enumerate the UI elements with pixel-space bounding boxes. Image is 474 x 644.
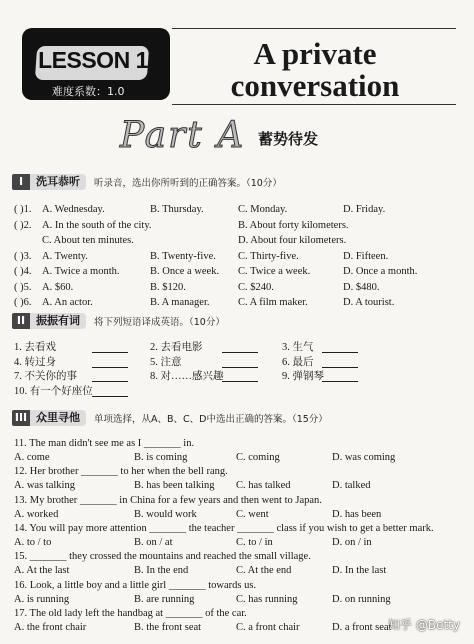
phrase-answer-blank-10[interactable] (92, 396, 128, 397)
question-11-option-a[interactable]: A. come (14, 452, 50, 463)
phrase-4: 4. 转过身 (14, 356, 56, 368)
listening-item-5-c: C. Twice a week. (238, 266, 311, 277)
listening-item-2-label: ( )2. (14, 219, 32, 231)
question-15-option-a[interactable]: A. At the last (14, 565, 70, 577)
question-14-option-d[interactable]: D. on / in (332, 536, 372, 548)
phrase-answer-blank-3[interactable] (322, 352, 358, 353)
page-title-line2: conversation (230, 68, 400, 103)
listening-item-1-b: B. Thursday. (150, 204, 204, 215)
listening-item-7-b: B. A manager. (150, 297, 210, 308)
listening-item-4-a: A. Twenty. (42, 250, 88, 262)
listening-item-7-d: D. A tourist. (343, 297, 395, 308)
phrase-3: 3. 生气 (282, 342, 314, 353)
section1-instruction: 听录音，选出你所听到的正确答案。（10分） (94, 178, 282, 189)
phrase-answer-blank-6[interactable] (322, 367, 358, 368)
listening-item-4-d: D. Fifteen. (343, 250, 389, 262)
section3-header (12, 410, 328, 426)
listening-item-4-label: ( )3. (14, 250, 32, 262)
listening-item-5-d: D. Once a month. (343, 266, 418, 277)
question-13-stem: 13. My brother _______ in China for a few years and then went to Japan. (14, 494, 322, 506)
section2-instruction: 将下列短语译成英语。（10分） (94, 317, 225, 328)
section1-number: I (18, 175, 24, 188)
question-17-option-c[interactable]: C. a front chair (236, 621, 300, 633)
listening-item-7-label: ( )6. (14, 297, 32, 308)
phrase-5: 5. 注意 (150, 356, 182, 368)
question-16-stem: 16. Look, a little boy and a little girl _______ towards us. (14, 579, 257, 591)
listening-item-1-a: A. Wednesday. (42, 204, 105, 215)
question-15-stem: 15. _______ they crossed the mountains and reached the small village. (14, 551, 311, 563)
listening-item-7-a: A. An actor. (42, 297, 93, 308)
phrase-8: 8. 对……感兴趣 (150, 371, 224, 382)
question-12-option-c[interactable]: C. has talked (236, 480, 291, 492)
phrase-answer-blank-5[interactable] (222, 367, 258, 368)
listening-item-1-d: D. Friday. (343, 204, 386, 215)
question-11-stem: 11. The man didn't see me as I _______ in. (14, 438, 195, 449)
question-13-option-b[interactable]: B. would work (134, 508, 197, 520)
phrase-answer-blank-7[interactable] (92, 381, 128, 382)
phrase-1: 1. 去看戏 (14, 342, 56, 353)
phrase-7: 7. 不关你的事 (14, 371, 77, 382)
question-11-option-d[interactable]: D. was coming (332, 452, 396, 463)
question-12-option-d[interactable]: D. talked (332, 480, 371, 492)
listening-item-6-d: D. $480. (343, 281, 380, 293)
section2-number: II (16, 314, 26, 327)
section2-title: 振振有词 (30, 313, 86, 329)
listening-item-2-c: B. About forty kilometers. (238, 219, 349, 231)
phrase-answer-blank-8[interactable] (222, 381, 258, 382)
lesson-number: LESSON 1 (38, 47, 148, 73)
listening-item-6-a: A. $60. (42, 281, 74, 293)
phrase-2: 2. 去看电影 (150, 342, 203, 353)
question-17-option-d[interactable]: D. a front seat (332, 621, 392, 633)
question-14-stem: 14. You will pay more attention _______ the teacher _______ class if you wish to get a better mark. (14, 522, 434, 534)
listening-item-2-a: A. In the south of the city. (42, 219, 152, 231)
phrase-answer-blank-9[interactable] (322, 381, 358, 382)
question-12-option-b[interactable]: B. has been talking (134, 480, 215, 492)
phrase-answer-blank-1[interactable] (92, 352, 128, 353)
title-top-rule (172, 28, 456, 29)
question-16-option-a[interactable]: A. is running (14, 593, 70, 605)
question-11-option-c[interactable]: C. coming (236, 452, 280, 463)
question-11-option-b[interactable]: B. is coming (134, 452, 188, 463)
question-13-option-a[interactable]: A. worked (14, 508, 59, 520)
section3-title: 众里寻他 (30, 410, 86, 426)
listening-item-1-label: ( )1. (14, 204, 32, 215)
question-15-option-d[interactable]: D. In the last (332, 565, 387, 577)
question-17-option-b[interactable]: B. the front seat (134, 621, 202, 633)
page-title-line1: A private (253, 36, 377, 71)
question-15-option-c[interactable]: C. At the end (236, 565, 292, 577)
section3-instruction: 单项选择，从A、B、C、D中选出正确的答案。（15分） (94, 414, 328, 425)
question-16-option-c[interactable]: C. has running (236, 593, 298, 605)
phrase-10: 10. 有一个好座位 (14, 385, 93, 397)
listening-item-7-c: C. A film maker. (238, 297, 308, 308)
watermark: 知乎 @Betty (388, 618, 460, 632)
question-12-stem: 12. Her brother _______ to her when the bell rang. (14, 466, 228, 478)
listening-item-4-c: C. Thirty-five. (238, 250, 299, 262)
section3-number: III (14, 411, 28, 424)
listening-item-6-label: ( )5. (14, 281, 32, 293)
question-15-option-b[interactable]: B. In the end (134, 565, 189, 577)
listening-item-6-b: B. $120. (150, 281, 186, 293)
question-16-option-d[interactable]: D. on running (332, 593, 391, 605)
question-13-option-d[interactable]: D. has been (332, 508, 382, 520)
part-heading: Part A (120, 115, 246, 156)
question-14-option-a[interactable]: A. to / to (14, 536, 52, 548)
question-13-option-c[interactable]: C. went (236, 508, 269, 520)
listening-item-1-c: C. Monday. (238, 204, 288, 215)
question-17-stem: 17. The old lady left the handbag at _______ of the car. (14, 607, 247, 619)
difficulty-rating: 难度系数：1.0 (52, 85, 125, 98)
question-12-option-a[interactable]: A. was talking (14, 480, 75, 492)
listening-item-4-b: B. Twenty-five. (150, 250, 216, 262)
section1-title: 洗耳恭听 (30, 174, 86, 190)
listening-item-5-label: ( )4. (14, 266, 32, 277)
listening-item-3-c: D. About four kilometers. (238, 235, 347, 246)
listening-item-3-a: C. About ten minutes. (42, 235, 134, 246)
question-14-option-b[interactable]: B. on / at (134, 536, 173, 548)
section1-header (12, 174, 282, 190)
listening-item-5-b: B. Once a week. (150, 266, 220, 277)
section2-header (12, 313, 225, 329)
phrase-6: 6. 最后 (282, 356, 314, 368)
phrase-9: 9. 弹钢琴 (282, 371, 324, 382)
listening-item-6-c: C. $240. (238, 281, 274, 293)
phrase-answer-blank-4[interactable] (92, 367, 128, 368)
listening-item-5-a: A. Twice a month. (42, 266, 120, 277)
title-bottom-rule (172, 104, 456, 105)
question-17-option-a[interactable]: A. the front chair (14, 621, 87, 633)
part-subtitle: 蓄势待发 (258, 130, 319, 148)
question-16-option-b[interactable]: B. are running (134, 593, 195, 605)
phrase-answer-blank-2[interactable] (222, 352, 258, 353)
question-14-option-c[interactable]: C. to / in (236, 536, 273, 548)
